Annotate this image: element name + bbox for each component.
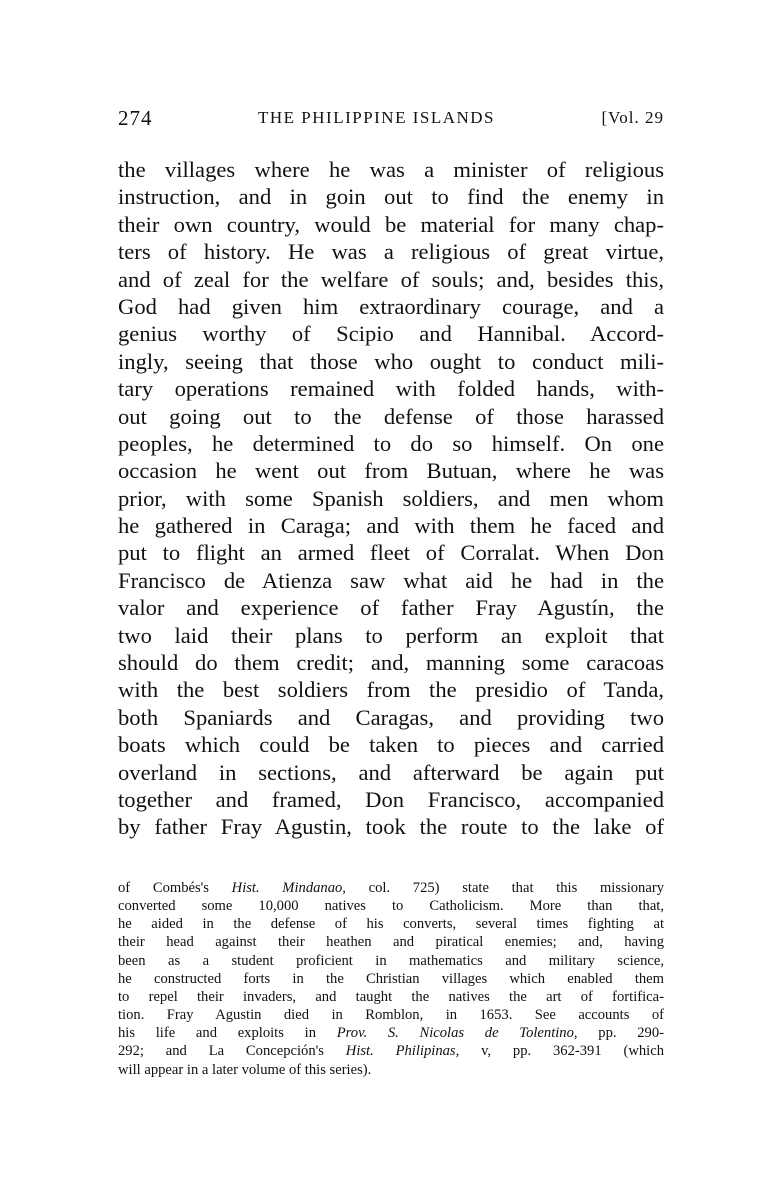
footnote-line: [118, 879, 664, 897]
body-line: their own country, would be material for many chap-: [118, 211, 664, 237]
footnote-text: his life and exploits in: [118, 1025, 337, 1042]
footnote-line: tion. Fray Agustin died in Romblon, in 1653. See accounts of: [118, 1007, 664, 1024]
footnote-line: their head against their heathen and piratical enemies; and, having: [118, 934, 664, 951]
body-line: overland in sections, and afterward be again put: [118, 759, 664, 785]
volume-label: [Vol. 29: [601, 108, 664, 127]
footnote-citation: Hist. Philipinas,: [345, 1043, 460, 1060]
footnote-line: he aided in the defense of his converts, several times fighting at: [118, 916, 664, 933]
body-line: instruction, and in goin out to find the enemy in: [118, 184, 664, 210]
footnote: [118, 879, 664, 1079]
page-number: 274: [118, 106, 153, 130]
footnote-text: of Combés's: [118, 879, 232, 896]
footnote-line: converted some 10,000 natives to Catholicism. More than that,: [118, 897, 664, 914]
body-line: out going out to the defense of those harassed: [118, 403, 664, 429]
footnote-line: to repel their invaders, and taught the natives the art of fortifica-: [118, 988, 664, 1005]
body-line: Francisco de Atienza saw what aid he had in the: [118, 567, 664, 593]
body-line: tary operations remained with folded hands, with-: [118, 376, 664, 402]
footnote-text: pp. 290-: [577, 1025, 664, 1042]
body-line: together and framed, Don Francisco, accompanied: [118, 786, 664, 812]
body-line: boats which could be taken to pieces and carried: [118, 732, 664, 758]
body-line: valor and experience of father Fray Agustín, the: [118, 595, 664, 621]
body-line: peoples, he determined to do so himself. On one: [118, 430, 664, 456]
body-line: occasion he went out from Butuan, where he was: [118, 458, 664, 484]
body-line: the villages where he was a minister of religious: [118, 157, 664, 182]
footnote-text: col. 725) state that this missionary: [345, 879, 664, 896]
footnote-line: [118, 1024, 664, 1042]
body-line: genius worthy of Scipio and Hannibal. Accord-: [118, 321, 664, 347]
running-title: THE PHILIPPINE ISLANDS: [258, 108, 495, 127]
body-line: should do them credit; and, manning some caracoas: [118, 650, 664, 676]
footnote-citation: Prov. S. Nicolas de Tolentino,: [336, 1025, 578, 1042]
body-line: two laid their plans to perform an exploit that: [118, 622, 664, 648]
footnote-citation: Hist. Mindanao,: [231, 879, 346, 896]
body-line: and of zeal for the welfare of souls; and, besides this,: [118, 266, 664, 292]
footnote-line: he constructed forts in the Christian villages which enabled them: [118, 970, 664, 987]
body-line: ingly, seeing that those who ought to conduct mili-: [118, 348, 664, 374]
footnote-line: will appear in a later volume of this series).: [118, 1061, 372, 1078]
footnote-line: been as a student proficient in mathematics and military science,: [118, 952, 664, 969]
body-line: prior, with some Spanish soldiers, and men whom: [118, 485, 664, 511]
body-line: both Spaniards and Caragas, and providing two: [118, 704, 664, 730]
body-line: he gathered in Caraga; and with them he faced and: [118, 513, 664, 539]
body-text: [118, 156, 664, 841]
page-header: [118, 104, 664, 144]
body-line: ters of history. He was a religious of great virtue,: [118, 239, 664, 265]
footnote-text: v, pp. 362-391 (which: [459, 1043, 664, 1060]
footnote-text: 292; and La Concepción's: [118, 1043, 346, 1060]
footnote-line: [118, 1042, 664, 1060]
book-page: [118, 104, 664, 1079]
body-line: with the best soldiers from the presidio of Tanda,: [118, 677, 664, 703]
body-line: God had given him extraordinary courage, and a: [118, 293, 664, 319]
body-line: by father Fray Agustin, took the route to the lake of: [118, 814, 664, 840]
body-line: put to flight an armed fleet of Corralat. When Don: [118, 540, 664, 566]
